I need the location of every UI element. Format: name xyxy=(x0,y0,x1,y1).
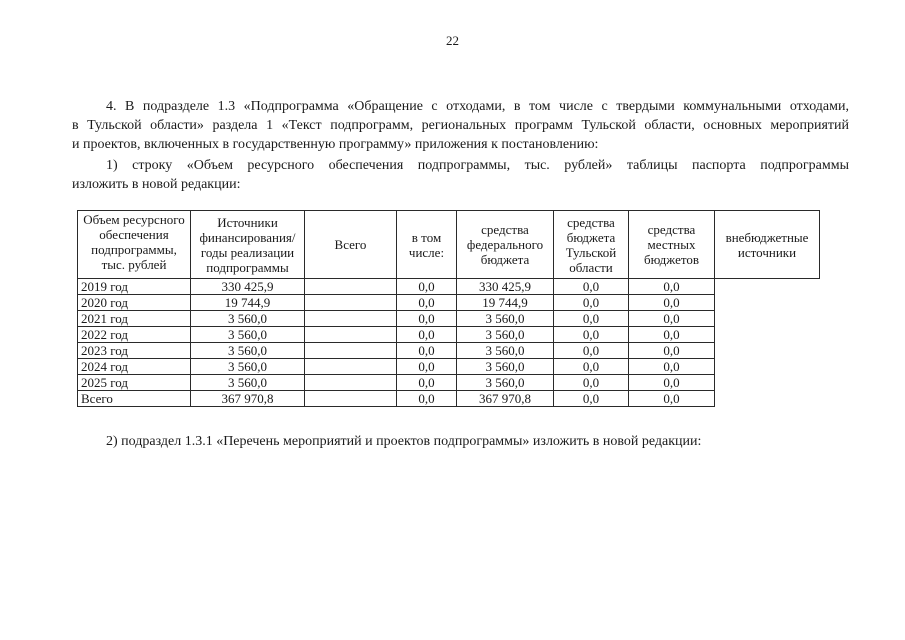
cell-federal: 0,0 xyxy=(397,279,457,295)
cell-regional: 330 425,9 xyxy=(457,279,554,295)
table-header-row xyxy=(78,211,820,279)
header-federal-budget: средства федерального бюджета xyxy=(457,211,554,279)
cell-extrabudgetary: 0,0 xyxy=(629,311,715,327)
cell-including xyxy=(305,359,397,375)
paragraph-row-amendment xyxy=(72,156,849,194)
cell-extrabudgetary: 0,0 xyxy=(629,391,715,407)
page-number: 22 xyxy=(446,33,459,48)
cell-total: 3 560,0 xyxy=(191,375,305,391)
cell-federal: 0,0 xyxy=(397,375,457,391)
cell-regional: 367 970,8 xyxy=(457,391,554,407)
header-sources: Источники финансирования/ годы реализации подпрограммы xyxy=(191,211,305,279)
cell-regional: 3 560,0 xyxy=(457,375,554,391)
row-label-cell: Объем ресурсного обеспечения подпрограммы, тыс. рублей xyxy=(78,211,191,279)
cell-extrabudgetary: 0,0 xyxy=(629,359,715,375)
cell-extrabudgetary: 0,0 xyxy=(629,327,715,343)
paragraph-line: 1) строку «Объем ресурсного обеспечения подпрограммы, тыс. рублей» таблицы паспорта подпрограммы xyxy=(106,158,849,173)
cell-year: 2024 год xyxy=(78,359,191,375)
table-row xyxy=(78,343,820,359)
table-row xyxy=(78,311,820,327)
cell-federal: 0,0 xyxy=(397,327,457,343)
cell-total: 367 970,8 xyxy=(191,391,305,407)
cell-extrabudgetary: 0,0 xyxy=(629,295,715,311)
table-row xyxy=(78,327,820,343)
funding-table xyxy=(77,210,820,407)
cell-extrabudgetary: 0,0 xyxy=(629,375,715,391)
paragraph-line: изложить в новой редакции: xyxy=(72,177,241,192)
cell-local: 0,0 xyxy=(554,311,629,327)
cell-total: 3 560,0 xyxy=(191,343,305,359)
cell-local: 0,0 xyxy=(554,295,629,311)
cell-local: 0,0 xyxy=(554,375,629,391)
cell-including xyxy=(305,295,397,311)
cell-regional: 3 560,0 xyxy=(457,359,554,375)
paragraph-line: 2) подраздел 1.3.1 «Перечень мероприятий и проектов подпрограммы» изложить в новой редакции: xyxy=(106,434,702,449)
cell-including xyxy=(305,391,397,407)
header-including: в том числе: xyxy=(397,211,457,279)
table-row xyxy=(78,391,820,407)
cell-year: 2022 год xyxy=(78,327,191,343)
cell-year: 2020 год xyxy=(78,295,191,311)
paragraph-line: 4. В подразделе 1.3 «Подпрограмма «Обращение с отходами, в том числе с твердыми коммунальными отходами, xyxy=(106,99,849,114)
cell-local: 0,0 xyxy=(554,343,629,359)
cell-regional: 3 560,0 xyxy=(457,327,554,343)
cell-federal: 0,0 xyxy=(397,311,457,327)
cell-year: 2021 год xyxy=(78,311,191,327)
paragraph-line: в Тульской области» раздела 1 «Текст подпрограмм, региональных программ Тульской области, основных мероприятий xyxy=(72,118,849,133)
paragraph-list-amendment xyxy=(72,432,849,451)
table-row xyxy=(78,359,820,375)
cell-federal: 0,0 xyxy=(397,391,457,407)
cell-regional: 3 560,0 xyxy=(457,311,554,327)
header-local-budgets: средства местных бюджетов xyxy=(629,211,715,279)
cell-total: 3 560,0 xyxy=(191,311,305,327)
header-total: Всего xyxy=(305,211,397,279)
cell-including xyxy=(305,375,397,391)
cell-federal: 0,0 xyxy=(397,343,457,359)
cell-federal: 0,0 xyxy=(397,359,457,375)
paragraph-subsection-amendment xyxy=(72,97,849,154)
cell-local: 0,0 xyxy=(554,391,629,407)
cell-total: 330 425,9 xyxy=(191,279,305,295)
cell-total: 3 560,0 xyxy=(191,359,305,375)
cell-extrabudgetary: 0,0 xyxy=(629,279,715,295)
cell-regional: 3 560,0 xyxy=(457,343,554,359)
cell-including xyxy=(305,311,397,327)
cell-including xyxy=(305,279,397,295)
cell-local: 0,0 xyxy=(554,327,629,343)
table-row xyxy=(78,279,820,295)
cell-including xyxy=(305,327,397,343)
cell-federal: 0,0 xyxy=(397,295,457,311)
cell-local: 0,0 xyxy=(554,359,629,375)
cell-total: 3 560,0 xyxy=(191,327,305,343)
header-regional-budget: средства бюджета Тульской области xyxy=(554,211,629,279)
table-row xyxy=(78,375,820,391)
header-extrabudgetary: внебюджетные источники xyxy=(715,211,820,279)
cell-year: Всего xyxy=(78,391,191,407)
cell-local: 0,0 xyxy=(554,279,629,295)
cell-year: 2023 год xyxy=(78,343,191,359)
cell-total: 19 744,9 xyxy=(191,295,305,311)
cell-year: 2025 год xyxy=(78,375,191,391)
paragraph-line: и проектов, включенных в государственную программу» приложения к постановлению: xyxy=(72,137,599,152)
table-row xyxy=(78,295,820,311)
cell-including xyxy=(305,343,397,359)
cell-year: 2019 год xyxy=(78,279,191,295)
cell-regional: 19 744,9 xyxy=(457,295,554,311)
cell-extrabudgetary: 0,0 xyxy=(629,343,715,359)
